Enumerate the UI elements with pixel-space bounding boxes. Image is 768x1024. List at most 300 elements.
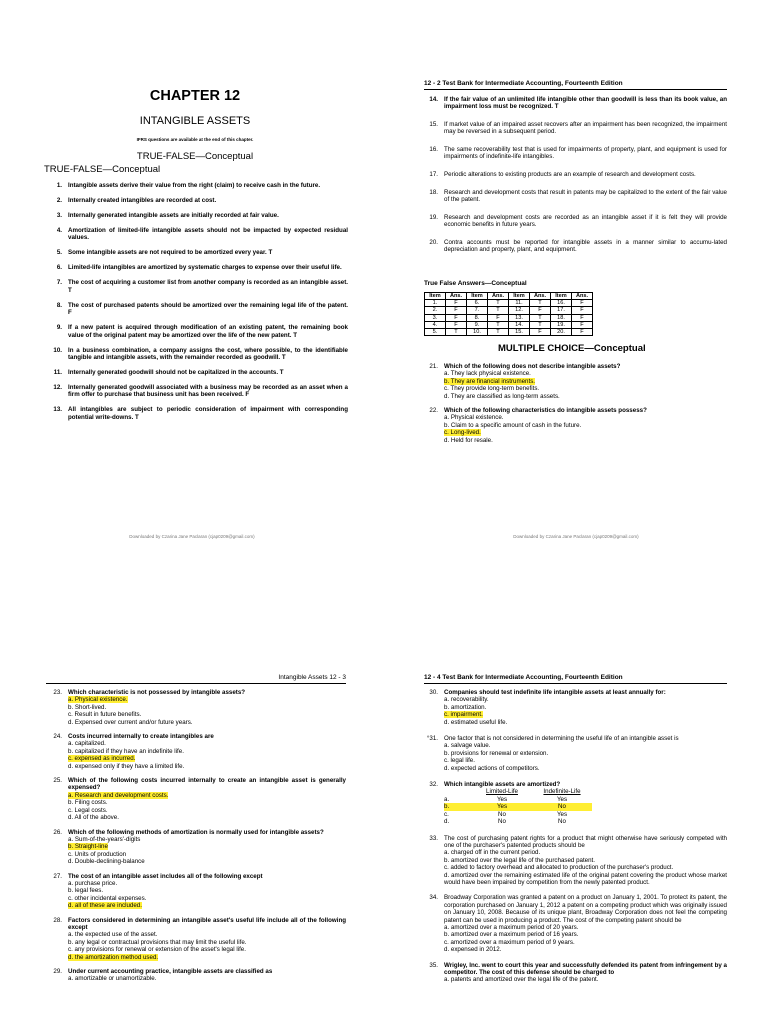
question-number: 34. (429, 894, 438, 902)
mc-title-light: —Conceptual (584, 343, 646, 354)
chapter-subtitle: INTANGIBLE ASSETS (139, 115, 251, 127)
answer-option-text: c. Legal costs. (68, 806, 108, 814)
question-item (48, 249, 348, 256)
answer-option (68, 755, 346, 762)
answers-cell: 18. (551, 314, 572, 321)
mc-title-bold: MULTIPLE CHOICE (498, 343, 585, 354)
question-item (424, 121, 727, 136)
grid-row-label: c. (444, 810, 449, 818)
answer-option (68, 858, 346, 865)
answer-option (68, 975, 346, 982)
answers-cell: 15. (509, 329, 530, 336)
answer-option (444, 939, 727, 946)
answers-cell: 3. (425, 314, 446, 321)
question-body (68, 733, 346, 770)
answers-header-cell: Item (551, 293, 572, 300)
grid-cell: Yes (556, 795, 568, 803)
answer-option-text: d. They are classified as long-term assets. (444, 392, 560, 400)
answers-cell: T (488, 300, 509, 307)
question-body (68, 968, 346, 983)
answers-cell: T (530, 321, 551, 328)
answers-cell: 2. (425, 307, 446, 314)
question-text: Limited-life intangibles are amortized by systematic charges to expense over their useful life. (68, 264, 342, 272)
answer-option (68, 836, 346, 843)
answer-option (444, 765, 727, 772)
answer-option-text: c. other incidental expenses. (68, 894, 147, 902)
question-text: Contra accounts must be reported for intangible assets in a manner similar to accumu-lated depreciation and property, plant, and equipment. (444, 238, 727, 253)
question-body (444, 962, 727, 984)
answers-cell: 5. (425, 329, 446, 336)
answers-cell: F (446, 307, 467, 314)
mc-question (424, 407, 727, 444)
question-text: If market value of an impaired asset recovers after an impairment has been recognized, the impairment may be reversed in a subsequent period. (444, 121, 727, 136)
answer-option (68, 748, 346, 755)
answer-option (68, 763, 346, 770)
answer-option (444, 422, 727, 429)
question-item (424, 239, 727, 254)
answers-caption: True False Answers—Conceptual (424, 280, 527, 287)
answers-cell: 12. (509, 307, 530, 314)
answer-option-text: a. charged off in the current period. (444, 849, 541, 857)
answer-option (444, 429, 727, 436)
answer-option (68, 704, 346, 711)
multiple-choice-list (424, 363, 727, 451)
mc-question (48, 829, 346, 866)
grid-cell: No (532, 803, 592, 810)
answer-option (68, 895, 346, 902)
question-text: The cost of acquiring a customer list from another company is recorded as an intangible asset. T (68, 279, 348, 294)
answer-option-text: c. expensed as incurred. (68, 755, 136, 763)
header-rule (46, 683, 346, 684)
answer-option (68, 887, 346, 894)
answer-option (68, 851, 346, 858)
answer-option-text: d. expensed in 2012. (444, 946, 502, 954)
question-number: 35. (429, 961, 438, 969)
answer-option-text: a. recoverability. (444, 696, 489, 704)
question-item (48, 227, 348, 242)
answer-option-text: c. any provisions for renewal or extension of the asset's legal life. (68, 946, 246, 954)
question-item (48, 406, 348, 421)
page-footer: Downloaded by Czarina Jane Paclaran (cjap0209@gmail.com) (513, 534, 639, 539)
grid-cell: No (498, 818, 506, 826)
answer-option-text: a. patents and amortized over the legal life of the patent. (444, 976, 599, 984)
answer-option-text: c. Units of production (68, 850, 127, 858)
answer-option (444, 370, 727, 377)
answer-option-text: a. capitalized. (68, 740, 106, 748)
question-number: 30. (429, 689, 438, 696)
question-number: 32. (429, 781, 438, 789)
question-stem: Costs incurred internally to create intangibles are (68, 733, 214, 741)
question-text: Internally generated intangible assets are initially recorded at fair value. (68, 212, 279, 219)
answers-cell: F (530, 329, 551, 336)
answers-cell: F (446, 321, 467, 328)
question-text: The cost of purchased patents should be amortized over the remaining legal life of the patent. F (68, 301, 348, 317)
answers-header-cell: Item (467, 293, 488, 300)
answer-option-text: c. legal life. (444, 757, 475, 765)
answer-option-text: a. the expected use of the asset. (68, 931, 158, 939)
question-body (444, 689, 727, 726)
question-number: 10. (53, 346, 62, 354)
answer-option (444, 414, 727, 421)
question-number: 24. (53, 733, 62, 741)
answer-option-text: b. They are financial instruments. (444, 377, 536, 385)
question-body (444, 363, 727, 400)
question-text: If the fair value of an unlimited life intangible other than goodwill is less than its book value, an impairment loss must be recognized. T (444, 96, 727, 111)
mc-question (424, 363, 727, 400)
answer-option-text: c. Long-lived. (444, 429, 481, 437)
answer-option (444, 385, 727, 392)
header-rule (424, 683, 727, 684)
true-false-list (48, 182, 348, 429)
answers-header-cell: Item (509, 293, 530, 300)
answers-cell: T (488, 307, 509, 314)
question-number: 16. (429, 146, 438, 153)
multiple-choice-list-3 (424, 689, 727, 992)
question-number: 3. (56, 212, 62, 219)
answer-option-text: d. Double-declining-balance (68, 858, 145, 866)
answers-cell: 8. (467, 314, 488, 321)
question-item (424, 189, 727, 204)
question-number: 12. (53, 384, 62, 392)
question-item (48, 302, 348, 317)
question-stem: One factor that is not considered in determining the useful life of an intangible asset is (444, 735, 679, 743)
answer-option-text: b. amortized over a maximum period of 16 years. (444, 931, 579, 939)
question-item (424, 214, 727, 229)
answers-cell: 20. (551, 329, 572, 336)
mc-question (424, 689, 727, 726)
answer-option (444, 931, 727, 938)
answer-option-text: a. Physical existence. (444, 414, 504, 422)
answer-option (68, 799, 346, 806)
answers-cell: F (572, 300, 593, 307)
answer-option (68, 954, 346, 961)
answer-option (68, 939, 346, 946)
answers-cell: 14. (509, 321, 530, 328)
answer-option (444, 696, 727, 703)
question-item (424, 146, 727, 161)
mc-question (48, 689, 346, 726)
answers-cell: 17. (551, 307, 572, 314)
question-body (444, 835, 727, 887)
question-text: Internally created intangibles are recorded at cost. (68, 197, 217, 204)
answers-header-cell: Ans. (488, 293, 509, 300)
answer-option (68, 711, 346, 718)
grid-row-label: b. (444, 803, 472, 810)
question-number: 18. (429, 188, 438, 196)
question-item (48, 347, 348, 362)
answers-table (424, 292, 593, 336)
grid-cell: No (558, 818, 566, 826)
question-number: 4. (56, 227, 62, 234)
question-text: Some intangible assets are not required to be amortized every year. T (68, 249, 273, 257)
answer-option (444, 378, 727, 385)
question-number: 8. (56, 301, 62, 309)
answer-option-text: b. capitalized if they have an indefinite life. (68, 747, 184, 755)
question-number: 26. (53, 828, 62, 836)
question-stem: The cost of purchasing patent rights for a product that might otherwise have seriously competed with one of the purchaser's patented products should be (444, 834, 727, 849)
amortized-grid (444, 788, 727, 825)
answers-cell: T (530, 300, 551, 307)
answer-option-text: b. amortized over the legal life of the purchased patent. (444, 856, 595, 864)
multiple-choice-heading (498, 343, 646, 354)
answers-cell: F (488, 314, 509, 321)
answer-option (444, 742, 727, 749)
answers-cell: F (572, 307, 593, 314)
question-stem: Factors considered in determining an intangible asset's useful life include all of the following except (68, 916, 346, 931)
answer-option (444, 437, 727, 444)
answer-option-text: b. Short-lived. (68, 703, 107, 711)
question-stem: The cost of an intangible asset includes all of the following except (68, 872, 263, 880)
answer-option (68, 880, 346, 887)
question-text: If a new patent is acquired through modification of an existing patent, the remaining book value of the original patent may be amortized over the life of the new patent. T (68, 324, 348, 339)
question-stem: Broadway Corporation was granted a patent on a product on January 1, 2001. To protect its patent, the corporation purchased on January 1, 2012 a patent on a competing product which was originally issued on January 10, 2008. Because of its unique plant, Broadway Corporation does not feel the competing patent can be used in producing a product. The cost of the competing patent should be (444, 894, 727, 924)
question-number: 5. (56, 249, 62, 257)
answer-option (444, 857, 727, 864)
section-heading-2: TRUE-FALSE—Conceptual (44, 164, 161, 175)
mc-question (48, 873, 346, 910)
answer-option (68, 902, 346, 909)
answer-option-text: a. purchase price. (68, 879, 118, 887)
answer-option-text: d. expected actions of competitors. (444, 764, 540, 772)
mc-question (424, 735, 727, 772)
question-number: 27. (53, 872, 62, 880)
answer-option (68, 719, 346, 726)
answer-option-text: d. All of the above. (68, 814, 119, 822)
answers-cell: F (446, 300, 467, 307)
answers-cell: 7. (467, 307, 488, 314)
answers-cell: T (488, 329, 509, 336)
question-number: 11. (53, 369, 62, 377)
question-number: 23. (53, 689, 62, 696)
question-stem: Companies should test indefinite life intangible assets at least annually for: (444, 689, 666, 696)
answer-option-text: d. Expensed over current and/or future years. (68, 718, 193, 726)
answer-option (444, 704, 727, 711)
question-text: Periodic alterations to existing products are an example of research and development costs. (444, 171, 696, 178)
question-body (68, 917, 346, 961)
question-body (444, 781, 727, 825)
question-item (48, 279, 348, 294)
answer-option-text: c. amortized over a maximum period of 9 years. (444, 938, 575, 946)
question-number: 7. (56, 279, 62, 287)
answers-cell: F (572, 329, 593, 336)
answer-option (68, 931, 346, 938)
mc-question (48, 968, 346, 983)
answer-option-text: b. legal fees. (68, 887, 104, 895)
question-item (48, 197, 348, 204)
question-body (444, 894, 727, 953)
answers-cell: 19. (551, 321, 572, 328)
answer-option-text: b. Claim to a specific amount of cash in the future. (444, 421, 582, 429)
question-text: All intangibles are subject to periodic consideration of impairment with corresponding potential write-downs. T (68, 406, 348, 421)
question-text: Intangible assets derive their value from the right (claim) to receive cash in the future. (68, 182, 321, 189)
answer-option (444, 872, 727, 887)
question-item (48, 264, 348, 271)
question-item (48, 182, 348, 189)
header-rule (424, 89, 727, 90)
answer-option (444, 757, 727, 764)
question-number: 29. (53, 968, 62, 975)
question-body (68, 689, 346, 726)
question-body (68, 873, 346, 910)
answer-option-text: b. Filing costs. (68, 799, 108, 807)
answers-header-cell: Item (425, 293, 446, 300)
true-false-list-2 (424, 96, 727, 264)
question-stem: Wrigley, Inc. went to court this year and successfully defended its patent from infringement by a competitor. The cost of this defense should be charged to (444, 961, 727, 976)
answers-cell: T (488, 321, 509, 328)
question-stem: Which of the following methods of amortization is normally used for intangible assets? (68, 828, 324, 836)
mc-question (48, 777, 346, 821)
answers-cell: 11. (509, 300, 530, 307)
answer-option (68, 843, 346, 850)
question-stem: Which of the following does not describe intangible assets? (444, 363, 621, 370)
answer-option (444, 849, 727, 856)
question-number: 19. (429, 213, 438, 221)
question-item (424, 171, 727, 178)
question-number: 28. (53, 916, 62, 924)
answer-option-text: d. amortized over the remaining estimated life of the original patent covering the product whose market would have been impaired by competition from the newly patented product. (444, 871, 727, 886)
answer-option (444, 750, 727, 757)
answer-option-text: a. Research and development costs. (68, 791, 169, 799)
question-stem: Which of the following characteristics do intangible assets possess? (444, 407, 647, 415)
answers-header-cell: Ans. (446, 293, 467, 300)
answer-option (444, 719, 727, 726)
question-item (48, 212, 348, 219)
answer-option (68, 807, 346, 814)
answer-option-text: a. Sum-of-the-years'-digits (68, 835, 141, 843)
answer-option (68, 740, 346, 747)
answer-option (444, 864, 727, 871)
question-body (444, 407, 727, 444)
chapter-title: CHAPTER 12 (149, 88, 241, 104)
question-item (424, 96, 727, 111)
answers-cell: 9. (467, 321, 488, 328)
question-number: 1. (56, 182, 62, 189)
mc-question (424, 962, 727, 984)
answer-option-text: a. Physical existence. (68, 696, 128, 704)
grid-row-label: a. (444, 795, 450, 803)
answer-option-text: d. estimated useful life. (444, 718, 508, 726)
answers-cell: F (572, 321, 593, 328)
page-header: 12 - 2 Test Bank for Intermediate Accounting, Fourteenth Edition (424, 80, 623, 87)
answer-option-text: a. amortized over a maximum period of 20 years. (444, 923, 579, 931)
page-footer: Downloaded by Czarina Jane Paclaran (cjap0209@gmail.com) (129, 534, 255, 539)
answer-option (444, 393, 727, 400)
answer-option-text: c. They provide long-term benefits. (444, 385, 540, 393)
answers-cell: 4. (425, 321, 446, 328)
answers-header-cell: Ans. (530, 293, 551, 300)
question-number: 2. (56, 197, 62, 204)
question-number: 20. (429, 238, 438, 246)
grid-row-label: d. (444, 818, 450, 826)
mc-question (424, 781, 727, 825)
answer-option-text: a. salvage value. (444, 742, 491, 750)
question-text: In a business combination, a company assigns the cost, where possible, to the identifiable tangible and intangible assets, with the remainder recorded as goodwill. T (68, 346, 348, 362)
answer-option-text: c. added to factory overhead and allocated to production of the purchaser's product. (444, 864, 674, 872)
question-number: 13. (53, 406, 62, 414)
question-text: Research and development costs that result in patents may be capitalized to the extent of the fair value of the patent. (444, 188, 727, 203)
answer-option-text: d. all of these are included. (68, 902, 142, 910)
question-stem: Which characteristic is not possessed by intangible assets? (68, 689, 246, 696)
grid-cell: Yes (556, 810, 568, 818)
question-number: 15. (429, 121, 438, 128)
answer-option-text: a. They lack physical existence. (444, 370, 531, 378)
grid-cell: Yes (496, 795, 508, 803)
answer-option-text: b. amortization. (444, 703, 487, 711)
answers-cell: F (530, 307, 551, 314)
page-header: 12 - 4 Test Bank for Intermediate Accounting, Fourteenth Edition (424, 674, 623, 681)
answers-cell: T (530, 314, 551, 321)
answers-cell: 16. (551, 300, 572, 307)
question-text: Internally generated goodwill associated with a business may be recorded as an asset when a firm offer to purchase that business unit has been received. F (68, 384, 348, 399)
question-number: 6. (56, 264, 62, 272)
question-stem: Which of the following costs incurred internally to create an intangible asset is generally expensed? (68, 777, 346, 792)
grid-header: Indefinite-Life (543, 788, 581, 796)
page-header: Intangible Assets 12 - 3 (278, 674, 346, 681)
question-text: Amortization of limited-life intangible assets should not be impacted by expected residual values. (68, 227, 348, 242)
question-text: The same recoverability test that is used for impairments of property, plant, and equipment is used for impairments of indefinite-life intangibles. (444, 146, 727, 161)
grid-spacer (444, 788, 472, 795)
answer-option-text: d. the amortization method used. (68, 953, 159, 961)
answers-cell: T (446, 329, 467, 336)
question-number: 33. (429, 834, 438, 842)
question-number: 9. (56, 324, 62, 332)
grid-header: Limited-Life (486, 788, 518, 796)
mc-question (424, 835, 727, 887)
question-stem: Under current accounting practice, intangible assets are classified as (68, 968, 273, 975)
answer-option-text: b. Straight-line (68, 843, 108, 851)
answer-option-text: d. Held for resale. (444, 436, 493, 444)
answer-option (68, 946, 346, 953)
answers-cell: 6. (467, 300, 488, 307)
answer-option (444, 924, 727, 931)
mc-question (48, 917, 346, 961)
answers-cell: 10. (467, 329, 488, 336)
question-number: 14. (429, 96, 438, 103)
grid-cell: No (498, 810, 506, 818)
mc-question (48, 733, 346, 770)
answers-cell: 1. (425, 300, 446, 307)
question-item (48, 324, 348, 339)
question-body (68, 829, 346, 866)
ifrs-note: IFRS questions are available at the end of this chapter. (136, 137, 254, 142)
answers-cell: 13. (509, 314, 530, 321)
question-stem: Which intangible assets are amortized? (444, 781, 561, 789)
question-number: 21. (429, 363, 438, 370)
answer-option (444, 976, 727, 983)
question-body (444, 735, 727, 772)
answer-option (444, 946, 727, 953)
question-item (48, 369, 348, 376)
answer-option (444, 711, 727, 718)
multiple-choice-list-2 (48, 689, 346, 990)
grid-cell: Yes (472, 803, 532, 810)
question-text: Research and development costs are recorded as an intangible asset if it is felt they will provide economic benefits in future years. (444, 213, 727, 228)
question-number: 17. (429, 171, 438, 178)
answers-cell: F (446, 314, 467, 321)
question-number: °31. (426, 735, 438, 743)
answers-header-cell: Ans. (572, 293, 593, 300)
answer-option (68, 792, 346, 799)
answer-option (68, 814, 346, 821)
answer-option-text: c. impairment. (444, 711, 483, 719)
question-body (68, 777, 346, 821)
answer-option-text: b. provisions for renewal or extension. (444, 749, 549, 757)
answer-option (68, 696, 346, 703)
answers-cell: F (572, 314, 593, 321)
question-item (48, 384, 348, 399)
mc-question (424, 894, 727, 953)
question-number: 25. (53, 777, 62, 785)
